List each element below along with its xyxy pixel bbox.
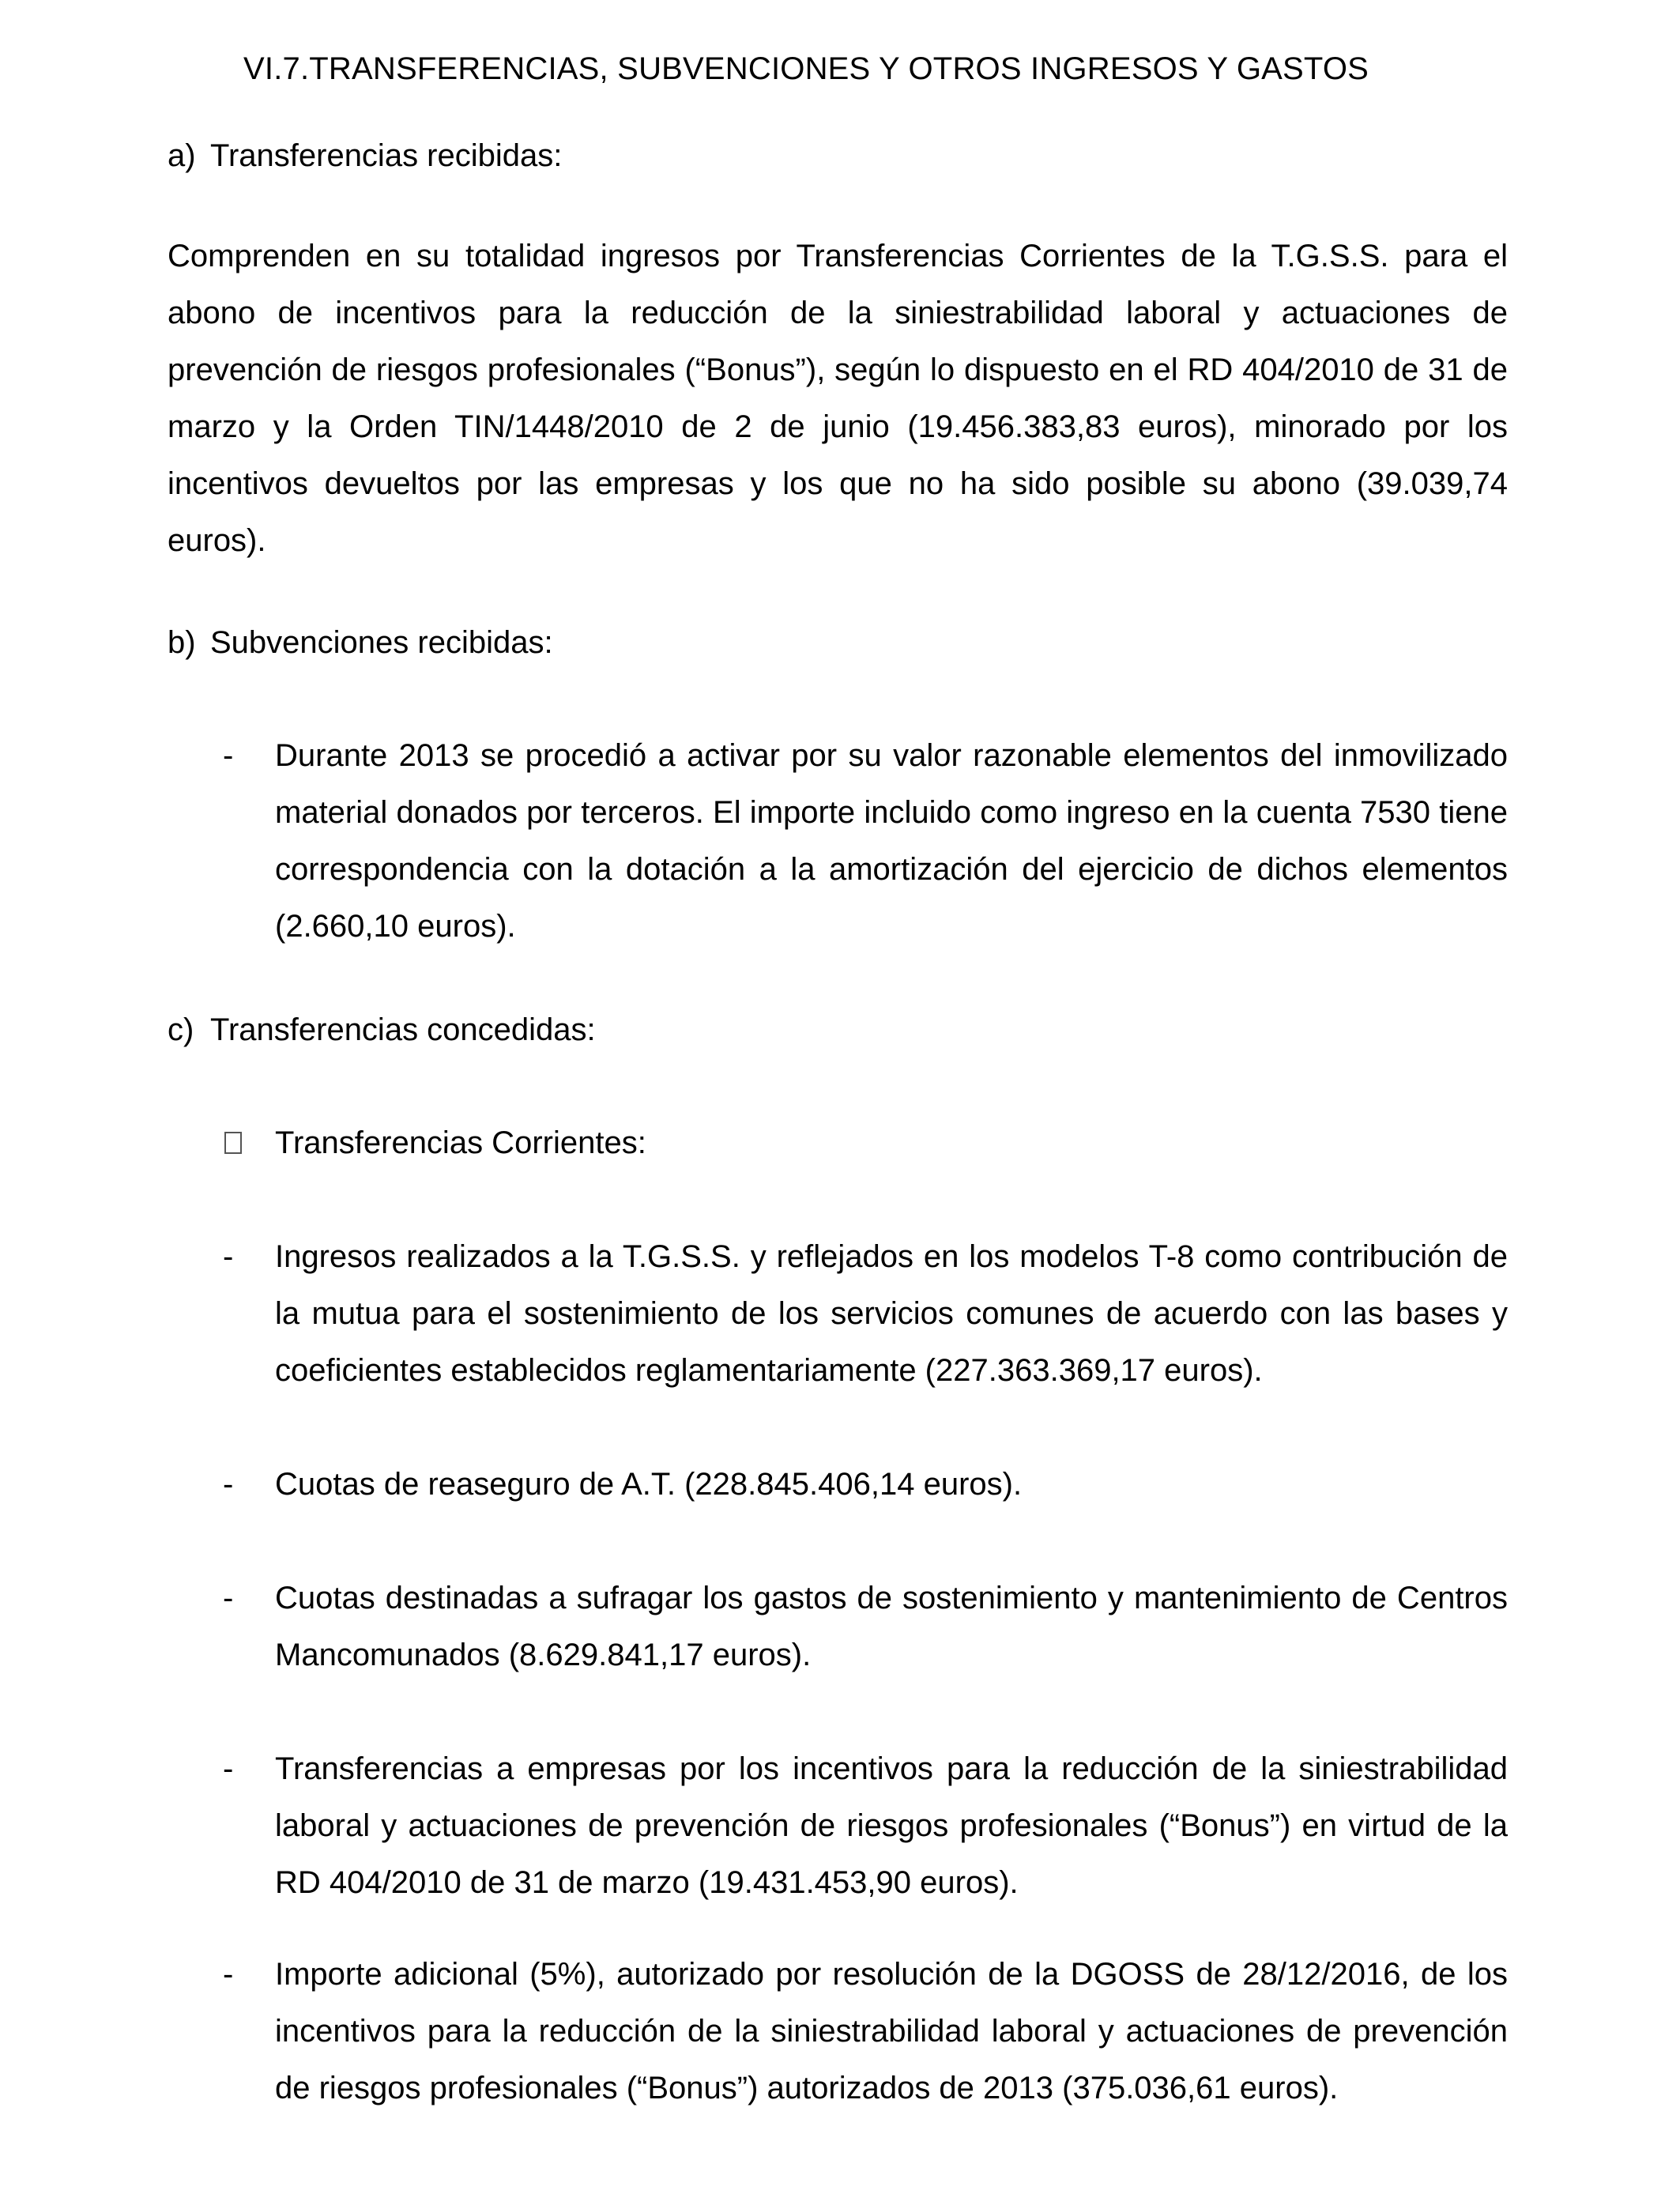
list-item-text: Ingresos realizados a la T.G.S.S. y reflejados en los modelos T-8 como contribución de la mutua para el sostenimiento de los servicios comunes de acuerdo con las bases y coeficientes establecidos reglamentariamente (227.363.369,17 euros). bbox=[275, 1239, 1508, 1388]
section-a-paragraph: Comprenden en su totalidad ingresos por Transferencias Corrientes de la T.G.S.S. para el abono de incentivos para la reducción de la siniestrabilidad laboral y actuaciones de prevención de riesgos profesionales (“Bonus”), según lo dispuesto en el RD 404/2010 de 31 de marzo y la Orden TIN/1448/2010 de 2 de junio (19.456.383,83 euros), minorado por los incentivos devueltos por las empresas y los que no ha sido posible su abono (39.039,74 euros). bbox=[168, 239, 1508, 558]
list-item bbox=[168, 1740, 1508, 1911]
list-item bbox=[168, 727, 1508, 955]
subheading-text: Transferencias Corrientes: bbox=[275, 1125, 646, 1160]
section-c-heading bbox=[168, 1008, 1508, 1051]
list-item bbox=[168, 1570, 1508, 1683]
list-dash: - bbox=[223, 1751, 234, 1786]
list-dash: - bbox=[223, 1581, 234, 1615]
subheading-item bbox=[168, 1114, 1508, 1171]
section-title: VI.7.TRANSFERENCIAS, SUBVENCIONES Y OTROS INGRESOS Y GASTOS bbox=[243, 51, 1369, 86]
list-item-text: Durante 2013 se procedió a activar por su valor razonable elementos del inmovilizado material donados por terceros. El importe incluido como ingreso en la cuenta 7530 tiene correspondencia con la dotación a la amortización del ejercicio de dichos elementos (2.660,10 euros). bbox=[275, 738, 1508, 944]
list-item-text: Importe adicional (5%), autorizado por resolución de la DGOSS de 28/12/2016, de los incentivos para la reducción de la siniestrabilidad laboral y actuaciones de prevención de riesgos profesionales (“Bonus”) autorizados de 2013 (375.036,61 euros). bbox=[275, 1957, 1508, 2105]
list-dash: - bbox=[223, 1957, 234, 1992]
section-c-letter: c) bbox=[168, 1012, 194, 1047]
section-b-heading-text: Subvenciones recibidas: bbox=[210, 625, 553, 660]
section-a-letter: a) bbox=[168, 138, 196, 173]
list-item bbox=[168, 1456, 1508, 1513]
list-item-text: Cuotas destinadas a sufragar los gastos de sostenimiento y mantenimiento de Centros Mancomunados (8.629.841,17 euros). bbox=[275, 1581, 1508, 1672]
section-a-heading-text: Transferencias recibidas: bbox=[210, 138, 563, 173]
list-item bbox=[168, 1228, 1508, 1399]
document-page bbox=[168, 47, 1508, 2117]
section-b-heading bbox=[168, 621, 1508, 664]
list-item-text: Transferencias a empresas por los incentivos para la reducción de la siniestrabilidad laboral y actuaciones de prevención de riesgos profesionales (“Bonus”) en virtud de la RD 404/2010 de 31 de marzo (19.431.453,90 euros). bbox=[275, 1751, 1508, 1900]
list-dash: - bbox=[223, 738, 234, 773]
list-dash: - bbox=[223, 1467, 234, 1502]
section-b-letter: b) bbox=[168, 625, 196, 660]
list-item-text: Cuotas de reaseguro de A.T. (228.845.406,14 euros). bbox=[275, 1467, 1023, 1502]
list-dash: - bbox=[223, 1239, 234, 1274]
section-c-heading-text: Transferencias concedidas: bbox=[210, 1012, 596, 1047]
checkbox-bullet-icon bbox=[224, 1132, 242, 1154]
list-item bbox=[168, 1946, 1508, 2117]
section-a-heading bbox=[168, 134, 1508, 177]
